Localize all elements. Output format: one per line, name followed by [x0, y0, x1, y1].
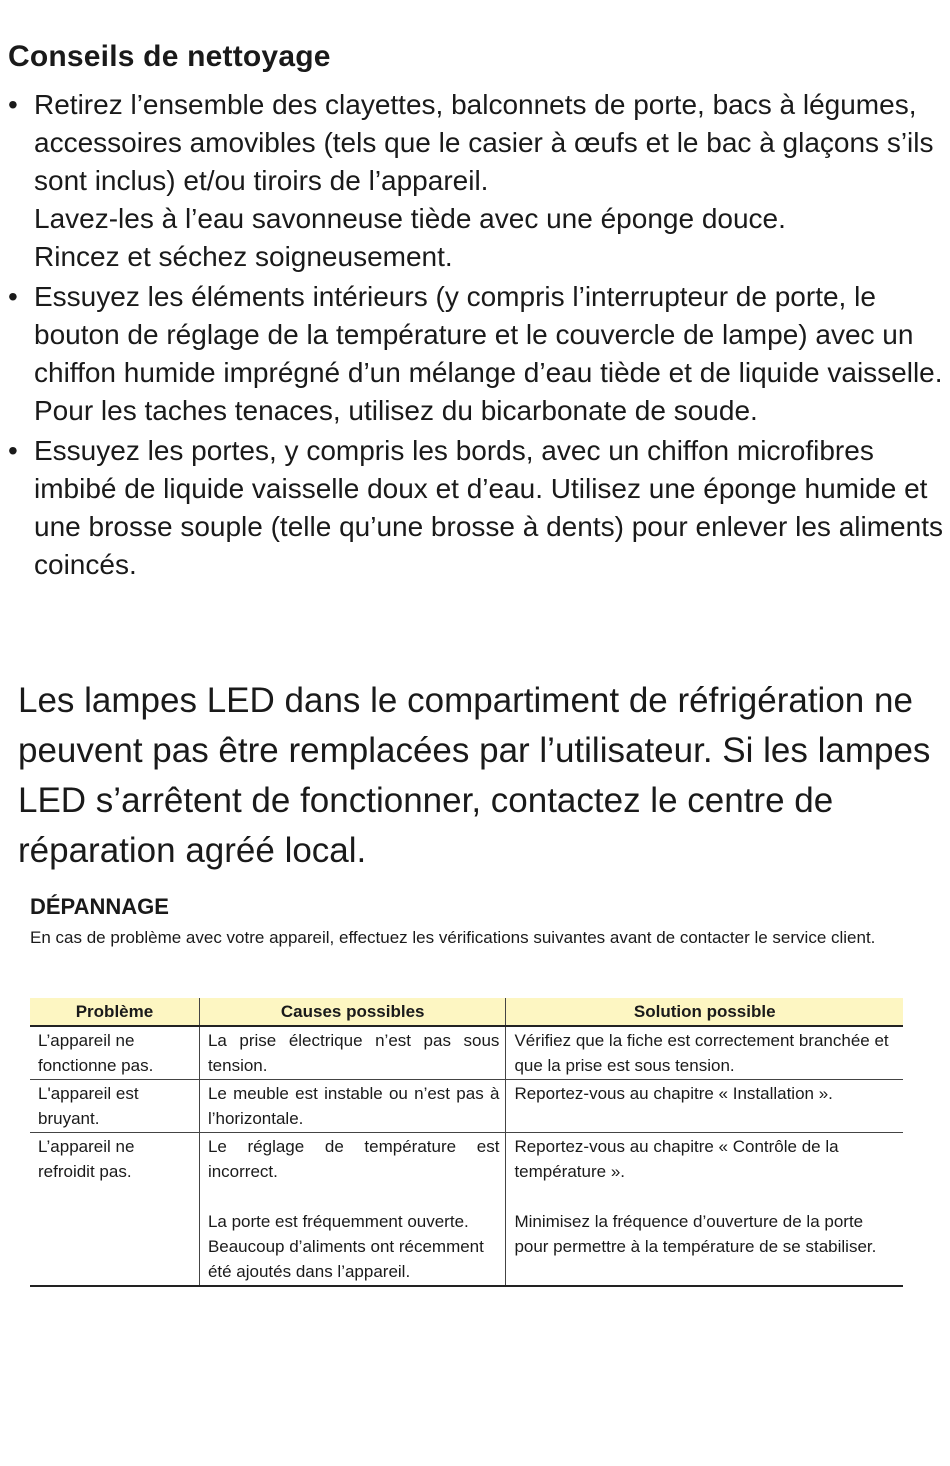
- led-lamp-note: Les lampes LED dans le compartiment de réfrigération ne peuvent pas être remplacées par l’utilisateur. Si les lampes LED s’arrêtent de fonctionner, contactez le centre de réparation agréé local.: [18, 681, 931, 870]
- troubleshooting-table: [30, 998, 903, 1287]
- solution-cell: Reportez-vous au chapitre « Installation ».: [506, 1080, 903, 1133]
- bullet-icon: •: [8, 435, 18, 466]
- problem-cell: L'appareil est bruyant.: [30, 1080, 199, 1133]
- cause-text: Le réglage de température est incorrect.: [207, 1137, 500, 1181]
- tip-text: Lavez-les à l’eau savonneuse tiède avec une éponge douce.: [34, 203, 786, 234]
- tip-text: Essuyez les éléments intérieurs (y compris l’interrupteur de porte, le bouton de réglage de la température et le couvercle de lampe) avec un chiffon humide imprégné d’un mélange d’eau tiède et de liquide vaisselle. Pour les taches tenaces, utilisez du bicarbonate de soude.: [34, 281, 943, 426]
- bullet-icon: •: [8, 89, 18, 120]
- solution-text: Minimisez la fréquence d’ouverture de la porte pour permettre à la température de se stabiliser.: [514, 1212, 877, 1256]
- table-row: [30, 1133, 903, 1287]
- problem-cell: L’appareil ne refroidit pas.: [30, 1133, 199, 1287]
- cleaning-tip: [6, 278, 946, 430]
- cause-text: La porte est fréquemment ouverte.: [207, 1212, 469, 1231]
- header-causes: Causes possibles: [199, 998, 506, 1026]
- tip-text: Retirez l’ensemble des clayettes, balconnets de porte, bacs à légumes, accessoires amovibles (tels que le casier à œufs et le bac à glaçons s’ils sont inclus) et/ou tiroirs de l’appareil.: [34, 89, 934, 196]
- cause-text: Beaucoup d’aliments ont récemment été ajoutés dans l’appareil.: [207, 1237, 484, 1281]
- cause-cell: [199, 1133, 506, 1287]
- tip-text: Essuyez les portes, y compris les bords, avec un chiffon microfibres imbibé de liquide vaisselle doux et d’eau. Utilisez une éponge humide et une brosse souple (telle qu’une brosse à dents) pour enlever les aliments coincés.: [34, 435, 943, 580]
- table-row: [30, 1080, 903, 1133]
- cell-spacer: [514, 1184, 897, 1209]
- troubleshooting-intro: En cas de problème avec votre appareil, effectuez les vérifications suivantes avant de contacter le service client.: [30, 928, 876, 947]
- cause-cell: La prise électrique n’est pas sous tension.: [199, 1026, 506, 1080]
- solution-text: Reportez-vous au chapitre « Contrôle de la température ».: [514, 1137, 839, 1181]
- header-problem: Problème: [30, 998, 199, 1026]
- solution-cell: [506, 1133, 903, 1287]
- bullet-icon: •: [8, 281, 18, 312]
- cleaning-title: Conseils de nettoyage: [8, 40, 331, 73]
- problem-cell: L’appareil ne fonctionne pas.: [30, 1026, 199, 1080]
- troubleshooting-title: DÉPANNAGE: [30, 894, 169, 919]
- table-header-row: [30, 998, 903, 1026]
- cleaning-tip: [6, 86, 946, 276]
- solution-cell: Vérifiez que la fiche est correctement branchée et que la prise est sous tension.: [506, 1026, 903, 1080]
- header-solution: Solution possible: [506, 998, 903, 1026]
- tip-text: Rincez et séchez soigneusement.: [34, 241, 453, 272]
- cause-cell: Le meuble est instable ou n’est pas à l’horizontale.: [199, 1080, 506, 1133]
- table-row: [30, 1026, 903, 1080]
- cleaning-tip: [6, 432, 946, 584]
- cell-spacer: [208, 1184, 500, 1209]
- cleaning-tips-list: [6, 86, 946, 586]
